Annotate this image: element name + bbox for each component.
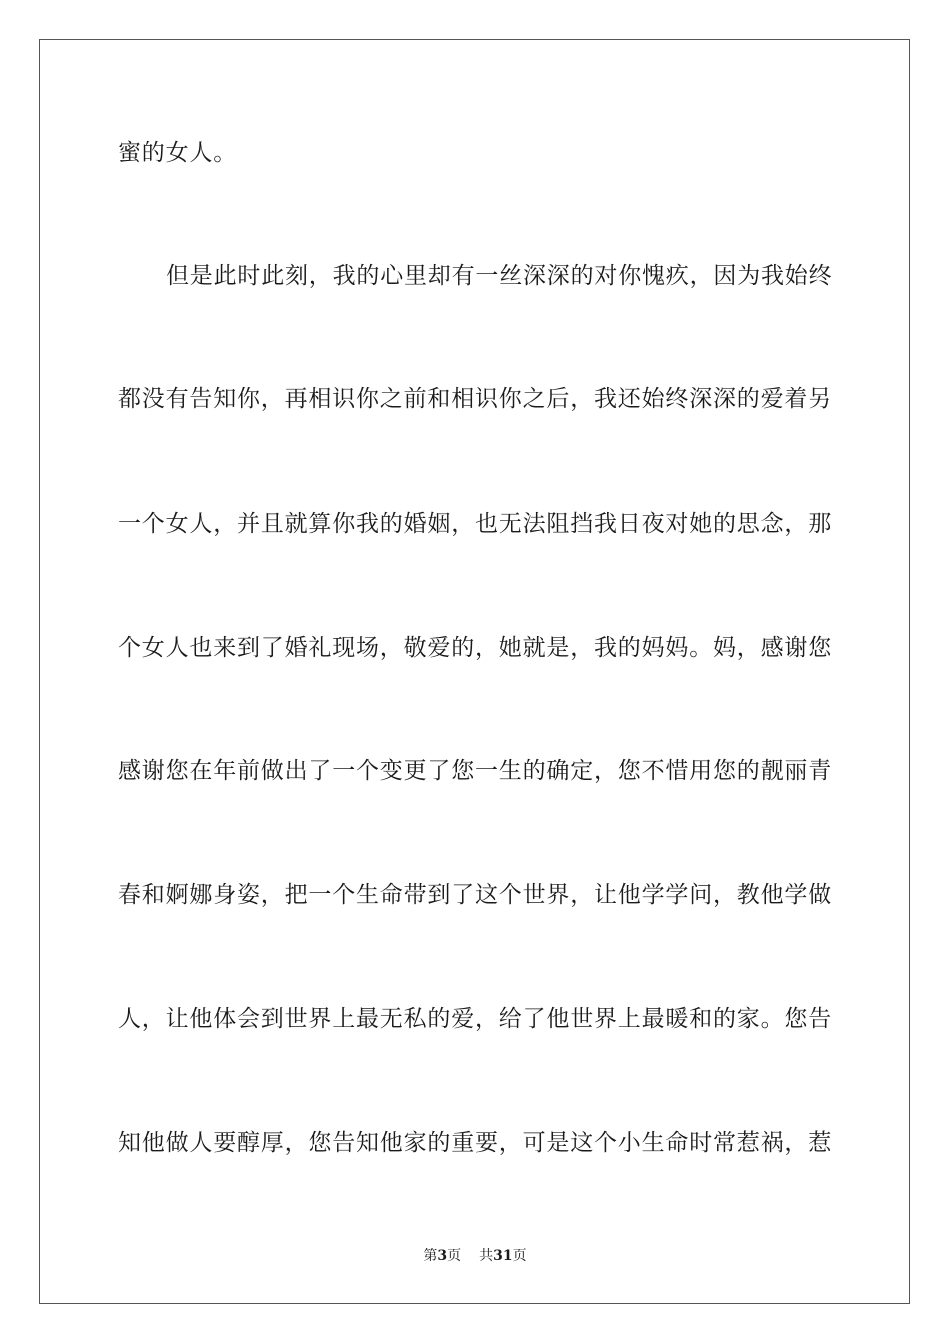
page-prefix: 第	[423, 1248, 438, 1264]
text-line-8: 人，让他体会到世界上最无私的爱，给了他世界上最暖和的家。您告	[118, 1006, 832, 1032]
current-page-number: 3	[437, 1248, 448, 1264]
text-line-4: 一个女人，并且就算你我的婚姻，也无法阻挡我日夜对她的思念，那	[118, 511, 832, 537]
total-page-count: 31	[493, 1248, 513, 1264]
text-line-3: 都没有告知你，再相识你之前和相识你之后，我还始终深深的爱着另	[118, 386, 832, 412]
text-line-5: 个女人也来到了婚礼现场，敬爱的，她就是，我的妈妈。妈，感谢您	[118, 635, 832, 661]
page-footer	[0, 1247, 950, 1265]
text-line-6: 感谢您在年前做出了一个变更了您一生的确定，您不惜用您的靓丽青	[118, 758, 832, 784]
total-prefix: 共	[479, 1248, 494, 1264]
text-line-2: 但是此时此刻，我的心里却有一丝深深的对你愧疚，因为我始终	[166, 263, 832, 289]
text-line-1: 蜜的女人。	[118, 140, 237, 166]
page-border	[39, 39, 910, 1304]
text-line-9: 知他做人要醇厚，您告知他家的重要，可是这个小生命时常惹祸，惹	[118, 1130, 832, 1156]
page-suffix: 页	[447, 1248, 462, 1264]
text-line-7: 春和婀娜身姿，把一个生命带到了这个世界，让他学学问，教他学做	[118, 882, 832, 908]
total-suffix: 页	[512, 1248, 527, 1264]
